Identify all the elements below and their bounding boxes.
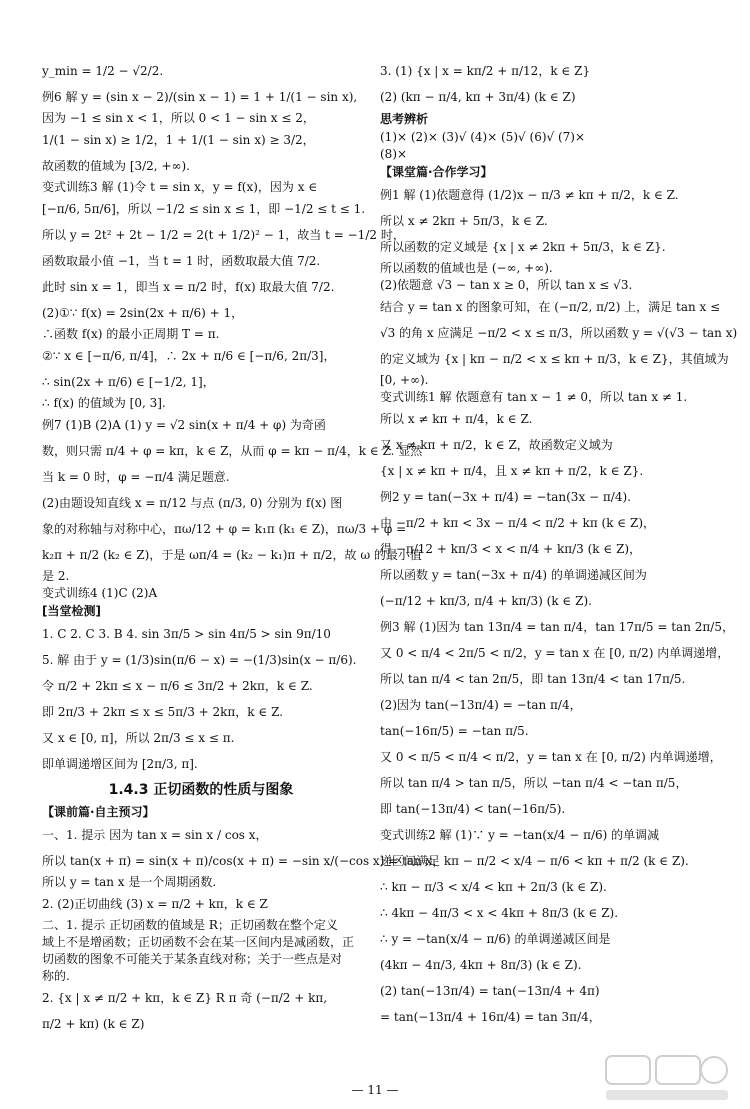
text-line: 即单调递增区间为 [2π/3, π]. <box>42 757 198 771</box>
text-line: 例3 解 (1)因为 tan 13π/4 = tan π/4，tan 17π/5 = tan 2π/5， <box>380 620 734 634</box>
text-line: 2. {x | x ≠ π/2 + kπ，k ∈ Z} R π 奇 (−π/2 + kπ, <box>42 991 328 1005</box>
section-heading: 【课前篇·自主预习】 <box>42 805 155 819</box>
text-line: y_min = 1/2 − √2/2. <box>42 64 164 78</box>
text-line: 变式训练1 解 依题意有 tan x − 1 ≠ 0，所以 tan x ≠ 1. <box>380 390 688 404</box>
text-line: (2)①∵ f(x) = 2sin(2x + π/6) + 1， <box>42 306 244 320</box>
text-line: 令 π/2 + 2kπ ≤ x − π/6 ≤ 3π/2 + 2kπ，k ∈ Z. <box>42 679 313 693</box>
text-line: 因为 −1 ≤ sin x < 1，所以 0 < 1 − sin x ≤ 2， <box>42 111 315 125</box>
text-line: 所以函数 y = tan(−3x + π/4) 的单调递减区间为 <box>380 568 647 582</box>
text-line: 故函数的值域为 [3/2, +∞). <box>42 159 190 173</box>
text-line: 所以函数的值域也是 (−∞, +∞). <box>380 261 553 275</box>
text-line: 数，则只需 π/4 + φ = kπ，k ∈ Z，从而 φ = kπ − π/4，k ∈ Z. 显然 <box>42 444 423 458</box>
text-line: (2) tan(−13π/4) = tan(−13π/4 + 4π) <box>380 984 600 998</box>
text-line: tan(−16π/5) = −tan π/5. <box>380 724 529 738</box>
text-line: 象的对称轴与对称中心，πω/12 + φ = k₁π (k₁ ∈ Z)，πω/3 + φ = <box>42 522 407 536</box>
text-line: 函数取最小值 −1，当 t = 1 时，函数取最大值 7/2. <box>42 254 321 268</box>
text-line: ∴ kπ − π/3 < x/4 < kπ + 2π/3 (k ∈ Z). <box>380 880 607 894</box>
text-line: 1/(1 − sin x) ≥ 1/2，1 + 1/(1 − sin x) ≥ 3/2， <box>42 133 315 147</box>
text-line: 切函数的图象不可能关于某条直线对称；关于一些点是对 <box>42 952 343 966</box>
text-line: (8)× <box>380 147 408 161</box>
text-line: [0, +∞). <box>380 373 429 387</box>
text-line: 例2 y = tan(−3x + π/4) = −tan(3x − π/4). <box>380 490 631 504</box>
text-line: √3 的角 x 应满足 −π/2 < x ≤ π/3，所以函数 y = √(√3 − tan x) <box>380 326 738 340</box>
text-line: k₂π + π/2 (k₂ ∈ Z)，于是 ωπ/4 = (k₂ − k₁)π + π/2，故 ω 的最小值 <box>42 548 422 562</box>
text-line: (2)由题设知直线 x = π/12 与点 (π/3, 0) 分别为 f(x) 图 <box>42 496 343 510</box>
text-line: (2)因为 tan(−13π/4) = −tan π/4， <box>380 698 582 712</box>
text-line: 又 x ∈ [0, π]，所以 2π/3 ≤ x ≤ π. <box>42 731 235 745</box>
section-heading: 思考辨析 <box>380 112 429 126</box>
text-line: 即 tan(−13π/4) < tan(−16π/5). <box>380 802 566 816</box>
text-line: ∴ f(x) 的值域为 [0, 3]. <box>42 396 166 410</box>
text-line: 的定义域为 {x | kπ − π/2 < x ≤ kπ + π/3，k ∈ Z}，其值域为 <box>380 352 729 366</box>
text-line: 所以 x ≠ 2kπ + 5π/3，k ∈ Z. <box>380 214 548 228</box>
text-line: 所以 x ≠ kπ + π/4，k ∈ Z. <box>380 412 533 426</box>
text-line: 当 k = 0 时，φ = −π/4 满足题意. <box>42 470 230 484</box>
section-heading: 【课堂篇·合作学习】 <box>380 165 493 179</box>
text-line: 结合 y = tan x 的图象可知，在 (−π/2, π/2) 上，满足 tan x ≤ <box>380 300 721 314</box>
text-line: (4kπ − 4π/3, 4kπ + 8π/3) (k ∈ Z). <box>380 958 582 972</box>
text-line: [−π/6, 5π/6]，所以 −1/2 ≤ sin x ≤ 1，即 −1/2 ≤ t ≤ 1. <box>42 202 366 216</box>
text-line: 一、1. 提示 因为 tan x = sin x / cos x， <box>42 828 268 842</box>
text-line: {x | x ≠ kπ + π/4，且 x ≠ kπ + π/2，k ∈ Z}. <box>380 464 644 478</box>
text-line: 得 −π/12 + kπ/3 < x < π/4 + kπ/3 (k ∈ Z)， <box>380 542 642 556</box>
text-line: 即 2π/3 + 2kπ ≤ x ≤ 5π/3 + 2kπ，k ∈ Z. <box>42 705 284 719</box>
text-line: 所以 tan π/4 > tan π/5，所以 −tan π/4 < −tan π/5， <box>380 776 688 790</box>
text-line: 又 0 < π/5 < π/4 < π/2，y = tan x 在 [0, π/2) 内单调递增， <box>380 750 722 764</box>
text-line: 例7 (1)B (2)A (1) y = √2 sin(x + π/4 + φ) 为奇函 <box>42 418 326 432</box>
text-line: 变式训练2 解 (1)∵ y = −tan(x/4 − π/6) 的单调减 <box>380 828 660 842</box>
text-line: 又 x ≠ kπ + π/2，k ∈ Z，故函数定义域为 <box>380 438 613 452</box>
chapter-title: 1.4.3 正切函数的性质与图象 <box>108 782 294 798</box>
text-line: 3. (1) {x | x = kπ/2 + π/12，k ∈ Z} <box>380 64 591 78</box>
text-line: 由 −π/2 + kπ < 3x − π/4 < π/2 + kπ (k ∈ Z)， <box>380 516 655 530</box>
text-line: ②∵ x ∈ [−π/6, π/4]，∴ 2x + π/6 ∈ [−π/6, 2π/3]， <box>42 349 336 363</box>
text-line: ∴ 4kπ − 4π/3 < x < 4kπ + 8π/3 (k ∈ Z). <box>380 906 619 920</box>
text-line: 2. (2)正切曲线 (3) x = π/2 + kπ，k ∈ Z <box>42 897 268 911</box>
watermark-logo-icon <box>602 1052 732 1104</box>
text-line: 所以 tan(x + π) = sin(x + π)/cos(x + π) = −sin x/(−cos x) = tan x， <box>42 854 445 868</box>
text-line: 所以 y = 2t² + 2t − 1/2 = 2(t + 1/2)² − 1，故当 t = −1/2 时， <box>42 228 405 242</box>
text-line: ∴ y = −tan(x/4 − π/6) 的单调递减区间是 <box>380 932 611 946</box>
text-line: 所以 y = tan x 是一个周期函数. <box>42 875 217 889</box>
text-line: 例1 解 (1)依题意得 (1/2)x − π/3 ≠ kπ + π/2，k ∈ Z. <box>380 188 679 202</box>
text-line: 变式训练3 解 (1)令 t = sin x，y = f(x)，因为 x ∈ <box>42 180 318 194</box>
text-line: (2)依题意 √3 − tan x ≥ 0，所以 tan x ≤ √3. <box>380 278 633 292</box>
text-line: 称的. <box>42 969 70 983</box>
text-line: 域上不是增函数；正切函数不会在某一区间内是减函数，正 <box>42 935 355 949</box>
text-line: (2) (kπ − π/4, kπ + 3π/4) (k ∈ Z) <box>380 90 576 104</box>
text-line: π/2 + kπ) (k ∈ Z) <box>42 1017 145 1031</box>
text-line: 变式训练4 (1)C (2)A <box>42 586 158 600</box>
text-line: = tan(−13π/4 + 16π/4) = tan 3π/4， <box>380 1010 601 1024</box>
text-line: 5. 解 由于 y = (1/3)sin(π/6 − x) = −(1/3)sin(x − π/6). <box>42 653 357 667</box>
text-line: 又 0 < π/4 < 2π/5 < π/2，y = tan x 在 [0, π/2) 内单调递增， <box>380 646 730 660</box>
page-number: — 11 — <box>351 1083 399 1097</box>
text-line: 例6 解 y = (sin x − 2)/(sin x − 1) = 1 + 1/(1 − sin x), <box>42 90 358 104</box>
text-line: 二、1. 提示 正切函数的值域是 R；正切函数在整个定义 <box>42 918 338 932</box>
text-line: 递区间满足 kπ − π/2 < x/4 − π/6 < kπ + π/2 (k ∈ Z). <box>380 854 689 868</box>
text-line: 1. C 2. C 3. B 4. sin 3π/5 > sin 4π/5 > sin 9π/10 <box>42 627 331 641</box>
text-line: (1)× (2)× (3)√ (4)× (5)√ (6)√ (7)× <box>380 130 586 144</box>
text-line: ∴ sin(2x + π/6) ∈ [−1/2, 1]， <box>42 375 215 389</box>
text-line: 所以函数的定义域是 {x | x ≠ 2kπ + 5π/3，k ∈ Z}. <box>380 240 666 254</box>
right-column <box>380 58 738 1030</box>
text-line: 此时 sin x = 1，即当 x = π/2 时，f(x) 取最大值 7/2. <box>42 280 335 294</box>
text-line: (−π/12 + kπ/3, π/4 + kπ/3) (k ∈ Z). <box>380 594 592 608</box>
text-line: 是 2. <box>42 569 70 583</box>
text-line: ∴函数 f(x) 的最小正周期 T = π. <box>42 327 220 341</box>
text-line: 所以 tan π/4 < tan 2π/5，即 tan 13π/4 < tan 17π/5. <box>380 672 686 686</box>
section-heading: [当堂检测] <box>42 604 101 618</box>
